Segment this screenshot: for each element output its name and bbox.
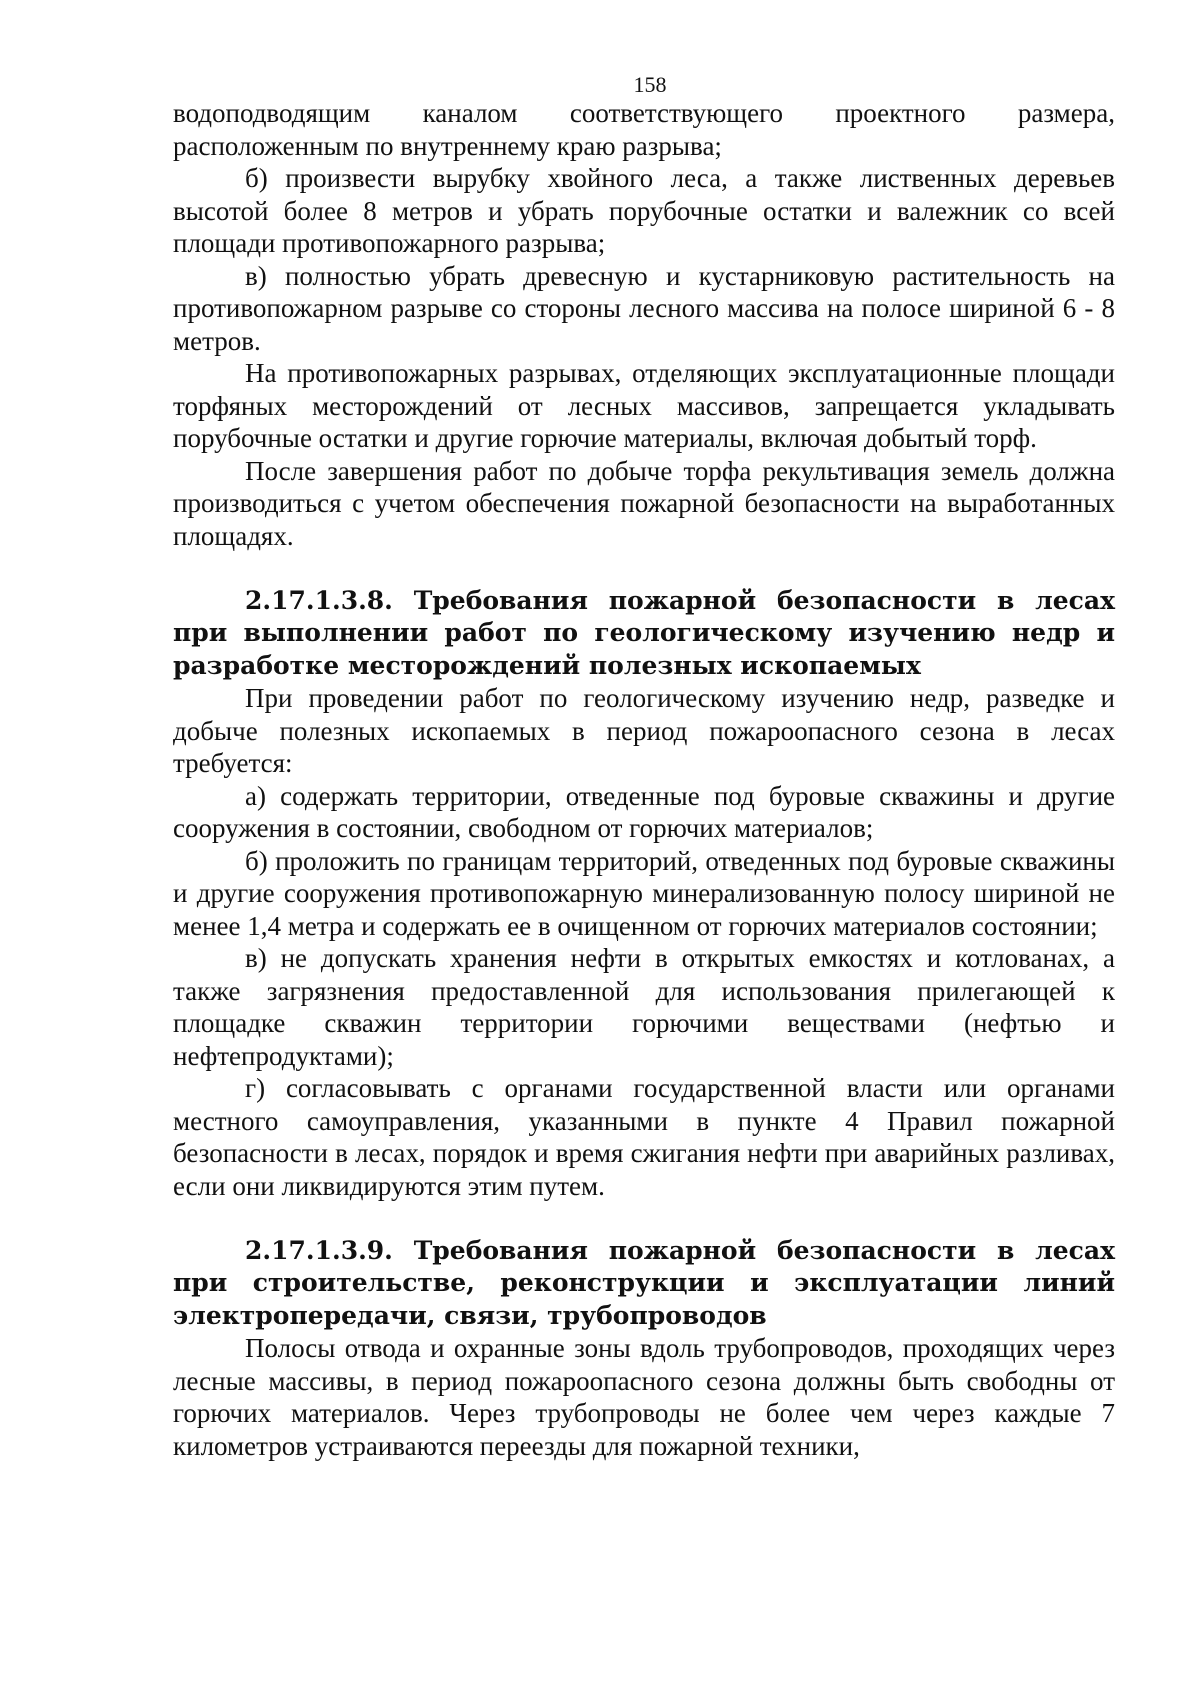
paragraph: в) полностью убрать древесную и кустарниковую растительность на противопожарном разрыве со стороны лесного массива на полосе шириной 6 - 8 метров. bbox=[173, 260, 1115, 356]
page-content bbox=[173, 97, 1115, 1462]
section-heading: 2.17.1.3.8. Требования пожарной безопасности в лесах при выполнении работ по геологическому изучению недр и разработке месторождений полезных ископаемых bbox=[173, 585, 1115, 680]
paragraph: Полосы отвода и охранные зоны вдоль трубопроводов, проходящих через лесные массивы, в период пожароопасного сезона должны быть свободны от горючих материалов. Через трубопроводы не более чем через каждые 7 километров устраиваются переезды для пожарной техники, bbox=[173, 1333, 1115, 1461]
paragraph: При проведении работ по геологическому изучению недр, разведке и добыче полезных ископаемых в период пожароопасного сезона в лесах требуется: bbox=[173, 683, 1115, 778]
paragraph: а) содержать территории, отведенные под буровые скважины и другие сооружения в состоянии, свободном от горючих материалов; bbox=[173, 780, 1115, 843]
paragraph-continued: водоподводящим каналом соответствующего проектного размера, расположенным по внутреннему краю разрыва; bbox=[173, 98, 1115, 161]
section-heading: 2.17.1.3.9. Требования пожарной безопасности в лесах при строительстве, реконструкции и эксплуатации линий электропередачи, связи, трубопроводов bbox=[173, 1235, 1115, 1330]
paragraph: На противопожарных разрывах, отделяющих эксплуатационные площади торфяных месторождений от лесных массивов, запрещается укладывать порубочные остатки и другие горючие материалы, включая добытый торф. bbox=[173, 358, 1115, 453]
paragraph: в) не допускать хранения нефти в открытых емкостях и котлованах, а также загрязнения предоставленной для использования прилегающей к площадке скважин территории горючими веществами (нефтью и нефтепродуктами); bbox=[173, 943, 1115, 1071]
page-number: 158 bbox=[633, 72, 667, 97]
paragraph: После завершения работ по добыче торфа рекультивация земель должна производиться с учетом обеспечения пожарной безопасности на выработанных площадях. bbox=[173, 455, 1115, 551]
paragraph: б) проложить по границам территорий, отведенных под буровые скважины и другие сооружения противопожарную минерализованную полосу шириной не менее 1,4 метра и содержать ее в очищенном от горючих материалов состоянии; bbox=[173, 845, 1115, 941]
paragraph: г) согласовывать с органами государственной власти или органами местного самоуправления, указанными в пункте 4 Правил пожарной безопасности в лесах, порядок и время сжигания нефти при аварийных разливах, если они ликвидируются этим путем. bbox=[173, 1073, 1115, 1201]
paragraph: б) произвести вырубку хвойного леса, а также лиственных деревьев высотой более 8 метров и убрать порубочные остатки и валежник со всей площади противопожарного разрыва; bbox=[173, 163, 1115, 258]
